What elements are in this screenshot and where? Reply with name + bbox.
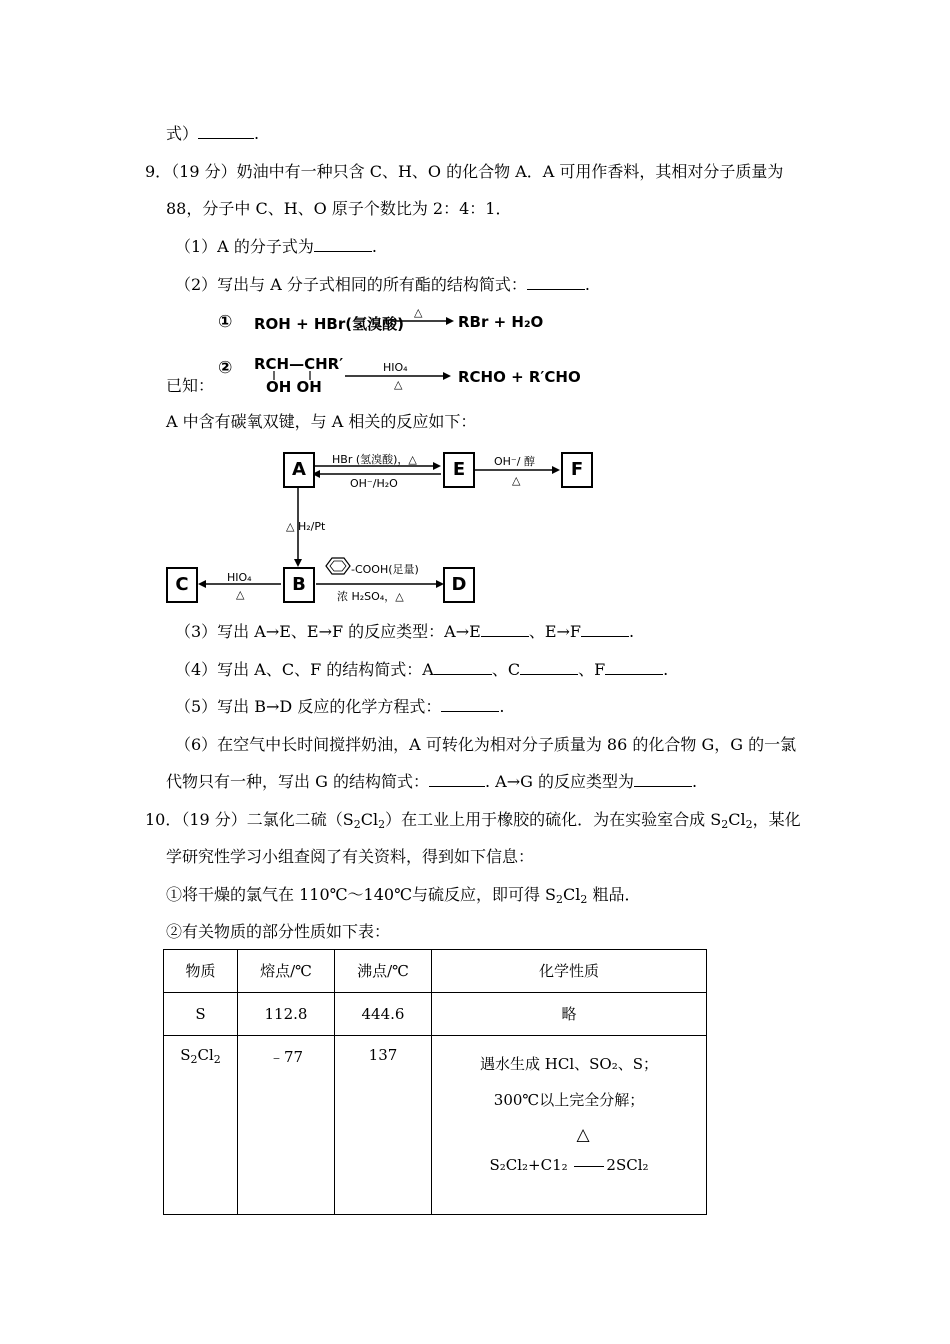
q9-part6b: 代物只有一种，写出 G 的结构简式： . A→G 的反应类型为 . [166, 772, 698, 791]
properties-table [163, 949, 707, 1215]
q9-header-2: 88，分子中 C、H、O 原子个数比为 2：4：1． [166, 199, 512, 218]
ef-condition-bottom: △ [512, 474, 521, 487]
th-substance: 物质 [164, 950, 238, 993]
q10-header: 10．（19 分）二氯化二硫$(S_2Cl_2)$在工业上用于橡胶的硫化．为在实验室合成 $S_2Cl_2$，某化 [145, 810, 801, 831]
answer-blank[interactable] [527, 275, 585, 290]
triangle-icon: △ [576, 1125, 590, 1145]
scheme-arrows [160, 445, 610, 610]
answer-blank[interactable] [441, 697, 499, 712]
rxn2-number: ② [218, 358, 233, 378]
rxn2-hydroxyls: OH OH [266, 378, 322, 396]
rxn2-reactant: RCH—CHR′ [254, 355, 344, 373]
rxn2-cond-bottom: △ [394, 378, 403, 391]
table-row: $S_2Cl_2$ ﹣77 137 遇水生成 HCl、SO₂、S； 300℃以上完全分解； △ S₂Cl₂+C1₂ 2SCl₂ [164, 1036, 707, 1215]
bc-condition-bottom: △ [236, 588, 245, 601]
th-chemical-properties: 化学性质 [432, 950, 707, 993]
q10-line2: 学研究性学习小组查阅了有关资料，得到如下信息： [166, 847, 535, 866]
equation: S₂Cl₂+C1₂ 2SCl₂ [489, 1156, 649, 1174]
rxn1-arrow [392, 316, 454, 326]
answer-blank[interactable] [605, 660, 663, 675]
q9-part6a: （6）在空气中长时间搅拌奶油，A 可转化为相对分子质量为 86 的化合物 G，G 的一氯 [175, 735, 797, 754]
s2cl2-name: $S_2Cl_2$ [164, 1036, 238, 1215]
known-label: 已知： [166, 376, 215, 395]
q10-info1: ①将干燥的氯气在 110℃～140℃与硫反应，即可得 $S_2Cl_2$ 粗品． [166, 885, 641, 906]
ae-condition: HBr (氢溴酸)，△ [332, 453, 417, 466]
answer-blank[interactable] [429, 772, 485, 787]
q9-part1: （1）A 的分子式为 . [175, 237, 377, 256]
table-row: S 112.8 444.6 略 [164, 993, 707, 1036]
s2cl2-properties: 遇水生成 HCl、SO₂、S； 300℃以上完全分解； △ S₂Cl₂+C1₂ 2SCl₂ [432, 1036, 707, 1215]
answer-blank[interactable] [481, 622, 529, 637]
compound-c: C [166, 567, 198, 603]
answer-blank[interactable] [581, 622, 629, 637]
q9-part5: （5）写出 B→D 反应的化学方程式： . [175, 697, 505, 716]
q10-info2: ②有关物质的部分性质如下表： [166, 922, 391, 941]
q8-tail: 式） . [166, 124, 260, 143]
rxn1-condition: △ [414, 306, 423, 319]
q9-header: 9．（19 分）奶油中有一种只含 C、H、O 的化合物 A．A 可用作香料，其相对分子质量为 [145, 162, 784, 181]
rxn1-number: ① [218, 312, 233, 332]
compound-e: E [443, 452, 475, 488]
ab-condition: △ H₂/Pt [286, 520, 326, 533]
ea-condition: OH⁻/H₂O [350, 477, 398, 490]
bd-condition-top: -COOH(足量) [351, 563, 419, 576]
answer-blank[interactable] [634, 772, 692, 787]
compound-b: B [283, 567, 315, 603]
answer-blank[interactable] [520, 660, 578, 675]
rxn2-cond-top: HIO₄ [383, 361, 408, 374]
compound-d: D [443, 567, 475, 603]
rxn2-arrow [345, 371, 451, 381]
table-header-row [164, 950, 707, 993]
compound-f: F [561, 452, 593, 488]
answer-blank[interactable] [198, 124, 254, 139]
rxn1-right: RBr + H₂O [458, 313, 544, 331]
rxn2-products: RCHO + R′CHO [458, 368, 581, 386]
rxn1-left: ROH + HBr(氢溴酸) [254, 315, 404, 333]
th-melting-point: 熔点/℃ [238, 950, 335, 993]
bd-condition-bottom: 浓 H₂SO₄，△ [337, 590, 404, 603]
q9-part4: （4）写出 A、C、F 的结构简式：A 、C 、F . [175, 660, 669, 679]
bc-condition-top: HIO₄ [227, 571, 252, 584]
compound-a: A [283, 452, 315, 488]
answer-blank[interactable] [314, 237, 372, 252]
th-boiling-point: 沸点/℃ [335, 950, 432, 993]
ef-condition-top: OH⁻/ 醇 [494, 455, 535, 468]
answer-blank[interactable] [434, 660, 492, 675]
q9-intro: A 中含有碳氧双键，与 A 相关的反应如下： [166, 412, 477, 431]
q9-part2: （2）写出与 A 分子式相同的所有酯的结构简式： . [175, 275, 591, 294]
q9-part3: （3）写出 A→E、E→F 的反应类型：A→E 、E→F . [175, 622, 635, 641]
equation-line [574, 1166, 604, 1167]
